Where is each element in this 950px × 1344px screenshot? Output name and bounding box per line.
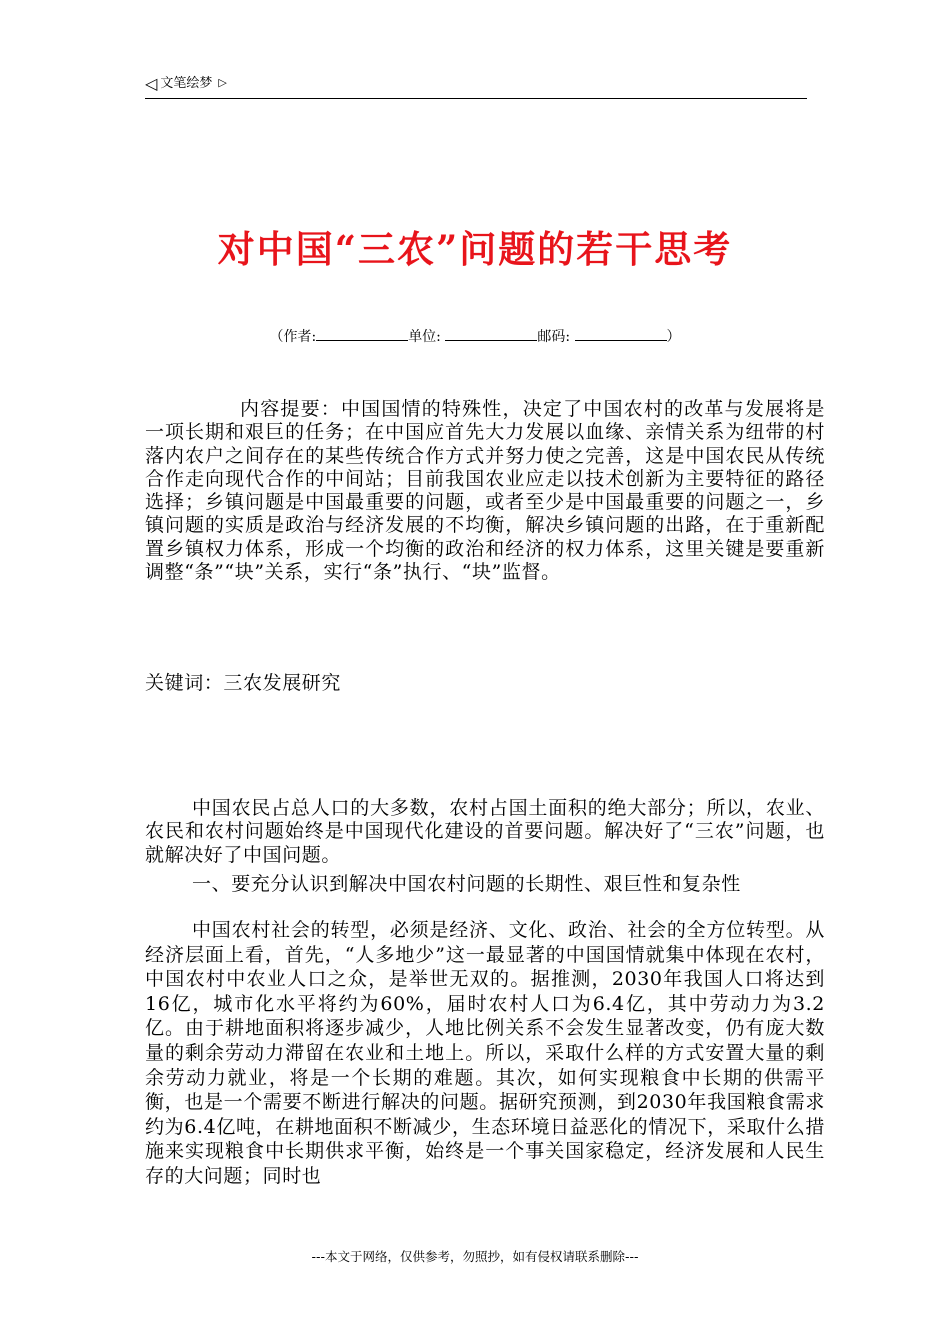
triangle-right-icon: ▷ bbox=[218, 76, 227, 89]
body-paragraph: 中国农村社会的转型，必须是经济、文化、政治、社会的全方位转型。从经济层面上看，首先，“人多地少”这一最显著的中国国情就集中体现在农村，中国农村中农业人口之众，是举世无双的。据推测，2030年我国人口将达到16亿，城市化水平将约为60%，届时农村人口为6.4亿，其中劳动力为3.2亿。由于耕地面积将逐步减少，人地比例关系不会发生显著改变，仍有庞大数量的剩余劳动力滞留在农业和土地上。所以，采取什么样的方式安置大量的剩余劳动力就业，将是一个长期的难题。其次，如何实现粮食中长期的供需平衡，也是一个需要不断进行解决的问题。据研究预测，到2030年我国粮食需求约为6.4亿吨，在耕地面积不断减少，生态环境日益恶化的情况下，采取什么措施来实现粮食中长期供求平衡，始终是一个事关国家稳定，经济发展和人民生存的大问题；同时也 bbox=[145, 919, 825, 1187]
section-heading: 一、要充分认识到解决中国农村问题的长期性、艰巨性和复杂性 bbox=[192, 873, 741, 895]
author-label: （作者: bbox=[269, 329, 317, 345]
page-header bbox=[145, 74, 807, 99]
header-brand bbox=[145, 74, 227, 94]
author-line bbox=[0, 326, 950, 346]
abstract-paragraph: 内容提要：中国国情的特殊性，决定了中国农村的改革与发展将是一项长期和艰巨的任务；在中国应首先大力发展以血缘、亲情关系为纽带的村落内农户之间存在的某些传统合作方式并努力使之完善，这是中国农民从传统合作走向现代合作的中间站；目前我国农业应走以技术创新为主要特征的路径选择；乡镇问题是中国最重要的问题，或者至少是中国最重要的问题之一，乡镇问题的实质是政治与经济发展的不均衡，解决乡镇问题的出路，在于重新配置乡镇权力体系，形成一个均衡的政治和经济的权力体系，这里关键是要重新调整“条”“块”关系，实行“条”执行、“块”监督。 bbox=[145, 398, 825, 584]
author-blank bbox=[316, 326, 408, 341]
unit-blank bbox=[445, 326, 537, 341]
author-line-close: ） bbox=[666, 329, 681, 345]
brand-label: 文笔绘梦 bbox=[160, 76, 213, 91]
triangle-left-icon: ◁ bbox=[145, 74, 158, 93]
body-paragraph: 中国农民占总人口的大多数，农村占国土面积的绝大部分；所以，农业、农民和农村问题始终是中国现代化建设的首要问题。解决好了“三农”问题，也就解决好了中国问题。 bbox=[145, 797, 825, 866]
keywords-line: 关键词：三农发展研究 bbox=[145, 672, 342, 694]
zip-blank bbox=[575, 326, 667, 341]
footer-notice: ---本文于网络，仅供参考，勿照抄，如有侵权请联系删除--- bbox=[311, 1249, 639, 1264]
zip-label: 邮码: bbox=[537, 329, 571, 345]
document-title: 对中国“三农”问题的若干思考 bbox=[217, 227, 733, 271]
unit-label: 单位: bbox=[408, 329, 441, 345]
